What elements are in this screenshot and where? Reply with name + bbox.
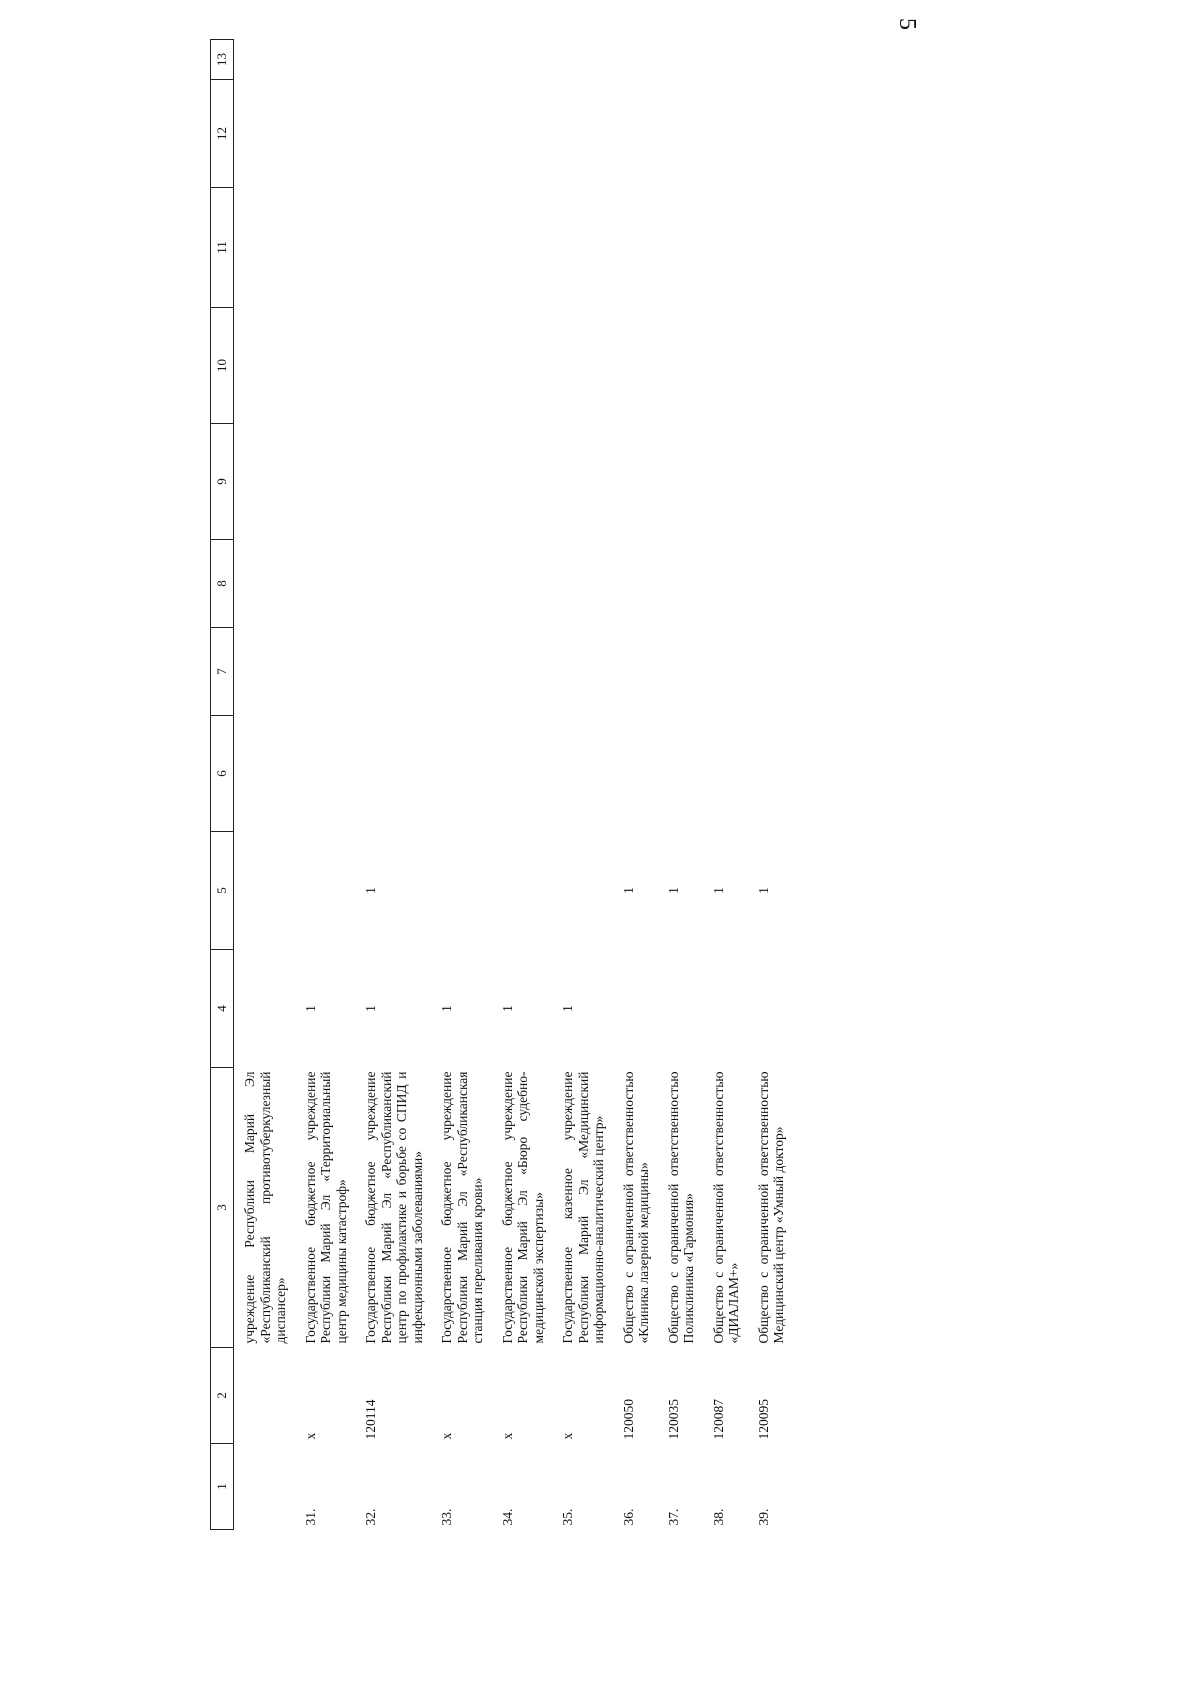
organization-code: x [302,1432,318,1440]
organization-code: x [499,1432,515,1440]
organization-name: Государственное бюджетное учреждение Республики Марий Эл «Республиканская станция переливания крови» [439,1071,486,1344]
column-number-header-row [211,40,234,1530]
row-number: 37. [665,1508,681,1526]
organization-code: 120095 [755,1399,771,1440]
organization-name: Государственное бюджетное учреждение Республики Марий Эл «Республиканский центр по профилактике и борьбе со СПИД и инфекционными заболеваниями» [363,1071,425,1344]
row-number: 36. [620,1508,636,1526]
cell-col-4: 1 [499,1005,515,1012]
organization-name: Общество с ограниченной ответственностью «ДИАЛАМ+» [710,1071,742,1344]
table-row [658,40,703,1530]
cell-col-5 [431,832,492,950]
organization-name: Общество с ограниченной ответственностью «Клиника лазерной медицины» [620,1071,652,1344]
cell-col-4 [613,950,658,1068]
organization-name: Общество с ограниченной ответственностью Поликлиника «Гармония» [665,1071,697,1344]
row-number: 38. [710,1508,726,1526]
row-number: 39. [755,1508,771,1526]
organization-code: 120087 [710,1399,726,1440]
organization-code: 120035 [665,1399,681,1440]
cell-col-4: 1 [363,1005,379,1012]
row-number: 34. [499,1508,515,1526]
organization-code: x [439,1432,455,1440]
organization-name: Общество с ограниченной ответственностью Медицинский центр «Умный доктор» [755,1071,787,1344]
cell-col-5: 1 [710,887,726,894]
row-number: 35. [560,1508,576,1526]
cell-col-5: 1 [755,887,771,894]
column-header: 4 [211,950,234,1068]
organization-name: Государственное бюджетное учреждение Республики Марий Эл «Территориальный центр медицины катастроф» [302,1071,349,1344]
cell-col-5 [552,832,613,950]
cell-col-4 [658,950,703,1068]
organization-name: учреждение Республики Марий Эл «Республиканский противотуберкулезный диспансер» [242,1071,289,1344]
table-row-continuation [234,40,295,1530]
cell-col-4: 1 [439,1005,455,1012]
cell-col-5: 1 [620,887,636,894]
column-header: 8 [211,540,234,628]
column-header: 5 [211,832,234,950]
table-row [355,40,431,1530]
cell-col-5 [295,832,356,950]
row-number: 32. [363,1508,379,1526]
column-header: 9 [211,424,234,540]
column-header: 7 [211,628,234,716]
table-row [613,40,658,1530]
cell-col-4: 1 [302,1005,318,1012]
cell-col-4: 1 [560,1005,576,1012]
row-number: 33. [439,1508,455,1526]
column-header: 11 [211,188,234,308]
cell-col-5: 1 [363,887,379,894]
column-header: 3 [211,1068,234,1348]
page-number: 5 [894,18,920,30]
organization-name: Государственное казенное учреждение Республики Марий Эл «Медицинский информационно-аналитический центр» [560,1071,607,1344]
table-row [552,40,613,1530]
table-row [703,40,748,1530]
rotated-table-wrapper [210,40,1000,1530]
cell-col-5: 1 [665,887,681,894]
column-header: 1 [211,1444,234,1530]
medical-organizations-table [210,39,793,1530]
organization-code: 120114 [363,1399,379,1440]
column-header: 6 [211,716,234,832]
cell-col-4 [703,950,748,1068]
organization-code: 120050 [620,1399,636,1440]
column-header: 12 [211,80,234,188]
column-header: 2 [211,1348,234,1444]
row-number: 31. [302,1508,318,1526]
column-header: 10 [211,308,234,424]
organization-code: x [560,1432,576,1440]
organization-name: Государственное бюджетное учреждение Республики Марий Эл «Бюро судебно-медицинской экспертизы» [499,1071,546,1344]
table-row [748,40,793,1530]
cell-col-5 [492,832,553,950]
table-row [492,40,553,1530]
table-row [295,40,356,1530]
cell-col-4 [748,950,793,1068]
column-header: 13 [211,40,234,80]
table-row [431,40,492,1530]
